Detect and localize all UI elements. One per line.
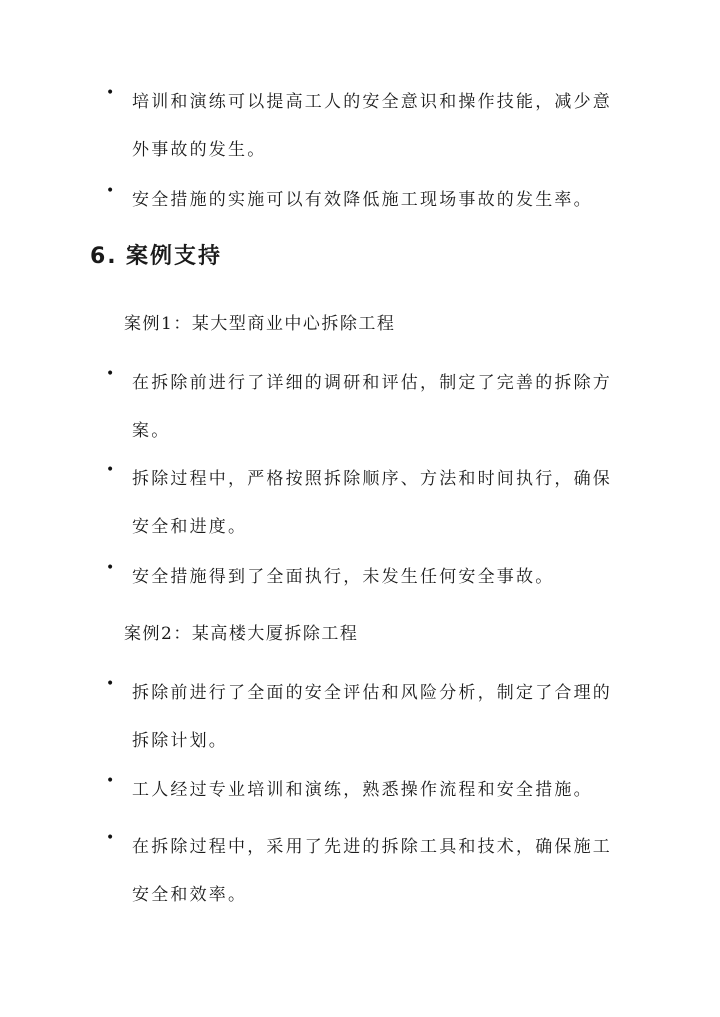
list-item [106,553,626,601]
list-item-text: 拆除前进行了全面的安全评估和风险分析，制定了合理的拆除计划。 [132,683,612,751]
case-title: 案例2：某高楼大厦拆除工程 [124,624,359,644]
list-item [106,766,626,814]
bullet-marker: • [106,560,115,576]
section-heading [90,242,222,272]
bullet-marker: • [106,830,115,846]
case-title: 案例1：某大型商业中心拆除工程 [124,314,396,334]
list-item [106,823,626,919]
list-item-text: 培训和演练可以提高工人的安全意识和操作技能，减少意外事故的发生。 [132,92,612,160]
list-item-text: 在拆除前进行了详细的调研和评估，制定了完善的拆除方案。 [132,373,612,441]
list-item [106,78,626,174]
bullet-marker: • [106,773,115,789]
bullet-marker: • [106,85,115,101]
list-item-text: 在拆除过程中，采用了先进的拆除工具和技术，确保施工安全和效率。 [132,837,612,905]
list-item-text: 安全措施的实施可以有效降低施工现场事故的发生率。 [132,190,593,210]
list-item-text: 安全措施得到了全面执行，未发生任何安全事故。 [132,567,555,587]
bullet-marker: • [106,183,115,199]
list-item [106,176,626,224]
bullet-marker: • [106,462,115,478]
bullet-marker: • [106,366,115,382]
list-item [106,455,626,551]
list-item-text: 工人经过专业培训和演练，熟悉操作流程和安全措施。 [132,780,593,800]
list-item [106,669,626,765]
bullet-marker: • [106,676,115,692]
section-title: 案例支持 [126,244,223,269]
list-item-text: 拆除过程中，严格按照拆除顺序、方法和时间执行，确保安全和进度。 [132,469,612,537]
list-item [106,359,626,455]
section-number: 6. [90,244,118,269]
